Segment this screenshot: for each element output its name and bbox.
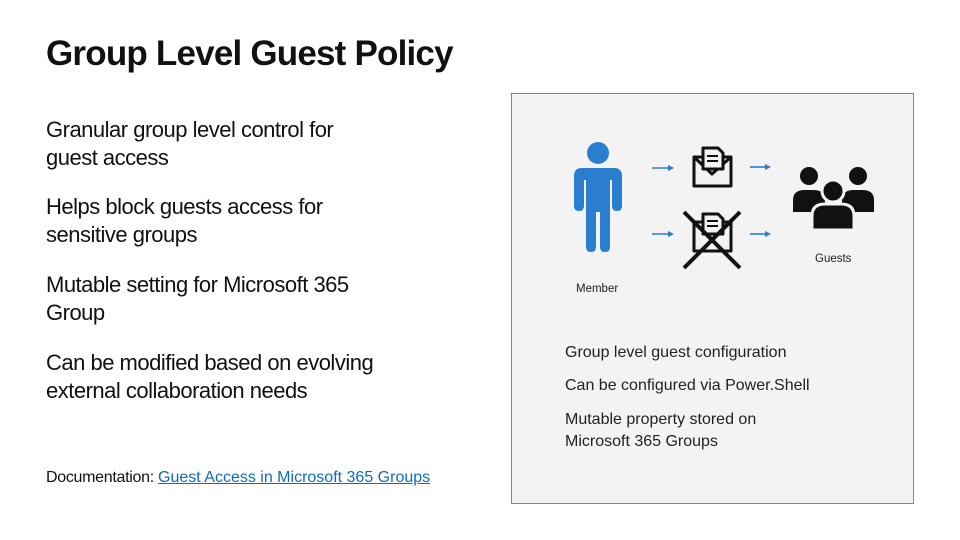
member-person-icon (574, 142, 622, 252)
documentation-link[interactable]: Guest Access in Microsoft 365 Groups (158, 469, 431, 486)
feature-line: Microsoft 365 Groups (565, 433, 718, 450)
invitation-envelope-icon (694, 148, 731, 186)
bullet-line: sensitive groups (46, 222, 197, 247)
bullet-can-be-modified (46, 349, 373, 405)
arrow-blocked-to-guests-icon (750, 231, 771, 237)
guests-group-icon (793, 167, 874, 230)
page-title: Group Level Guest Policy (46, 34, 453, 73)
guest-policy-diagram (512, 94, 913, 334)
bullet-granular-control (46, 116, 333, 172)
bullet-line: Granular group level control for (46, 117, 334, 142)
bullet-line: Can be modified based on evolving (46, 350, 374, 375)
blocked-envelope-icon (684, 212, 740, 268)
feature-line: Can be configured via Power.Shell (565, 377, 810, 394)
bullet-line: Helps block guests access for (46, 194, 323, 219)
documentation-label: Documentation: (46, 469, 159, 486)
bullet-line: guest access (46, 145, 169, 170)
bullet-line: Group (46, 300, 105, 325)
diagram-panel (511, 93, 914, 504)
feature-line: Mutable property stored on (565, 411, 757, 428)
member-label: Member (576, 283, 619, 295)
guests-label: Guests (815, 253, 852, 265)
documentation-line (46, 469, 430, 487)
arrow-member-to-blocked-icon (652, 231, 674, 237)
bullet-mutable-setting (46, 271, 349, 327)
feature-group-level-config (565, 342, 786, 364)
bullet-line: Mutable setting for Microsoft 365 (46, 272, 349, 297)
bullet-line: external collaboration needs (46, 378, 308, 403)
arrow-invite-to-guests-icon (750, 164, 771, 170)
feature-line: Group level guest configuration (565, 344, 787, 361)
feature-powershell-config (565, 375, 810, 397)
arrow-member-to-invite-icon (652, 165, 674, 171)
bullet-block-guests (46, 193, 323, 249)
feature-mutable-property (565, 409, 756, 453)
